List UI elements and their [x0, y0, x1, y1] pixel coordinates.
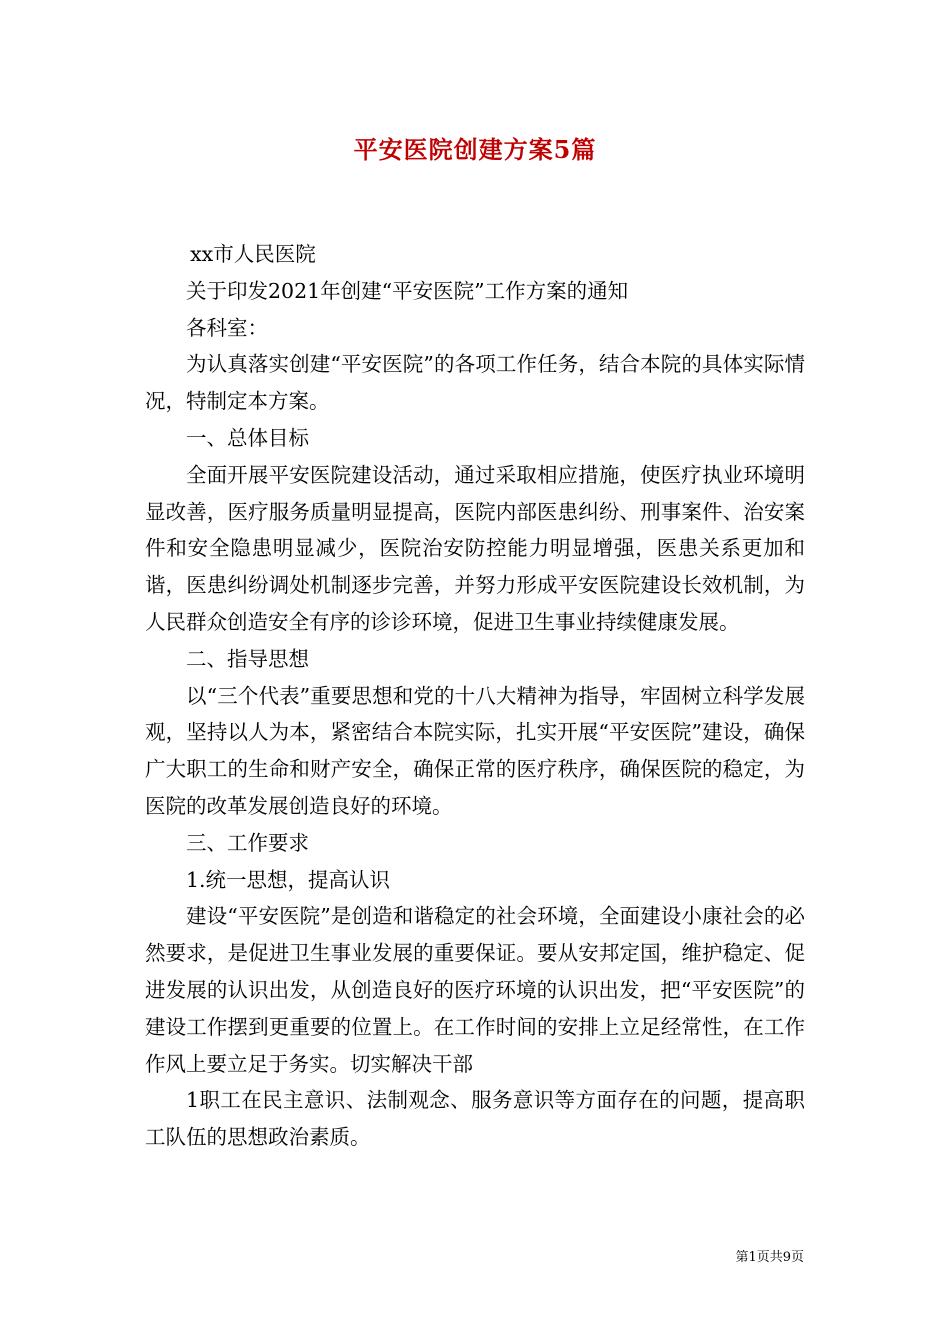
- heading-work-requirements: 三、工作要求: [186, 830, 309, 855]
- paragraph-overall-goal: 全面开展平安医院建设活动，通过采取相应措施，使医疗执业环境明显改善，医疗服务质量明显提高，医院内部医患纠纷、刑事案件、治安案件和安全隐患明显减少，医院治安防控能力明显增强，医患关系更加和谐，医患纠纷调处机制逐步完善，并努力形成平安医院建设长效机制，为人民群众创造安全有序的诊诊环境，促进卫生事业持续健康发展。: [145, 462, 805, 634]
- paragraph-salutation: 各科室：: [186, 315, 268, 340]
- page-title: 平安医院创建方案5篇: [353, 135, 597, 164]
- heading-unify-thinking: 1.统一思想，提高认识: [186, 867, 391, 892]
- heading-guiding-ideology: 二、指导思想: [186, 646, 309, 671]
- document-body: [145, 236, 805, 1156]
- paragraph-unify-thinking: 建设“平安医院”是创造和谐稳定的社会环境，全面建设小康社会的必然要求，是促进卫生事业发展的重要保证。要从安邦定国，维护稳定、促进发展的认识出发，从创造良好的医疗环境的认识出发，把“平安医院”的建设工作摆到更重要的位置上。在工作时间的安排上立足经常性，在工作作风上要立足于务实。切实解决干部: [145, 904, 805, 1076]
- heading-overall-goal: 一、总体目标: [186, 425, 309, 450]
- paragraph-org-name: xx市人民医院: [190, 242, 316, 266]
- page-number: 第1页共9页: [735, 1250, 804, 1265]
- paragraph-intro: 为认真落实创建“平安医院”的各项工作任务，结合本院的具体实际情况，特制定本方案。: [145, 352, 805, 414]
- paragraph-notice-title: 关于印发2021年创建“平安医院”工作方案的通知: [186, 278, 629, 303]
- paragraph-guiding-ideology: 以“三个代表”重要思想和党的十八大精神为指导，牢固树立科学发展观，坚持以人为本，紧密结合本院实际，扎实开展“平安医院”建设，确保广大职工的生命和财产安全，确保正常的医疗秩序，确保医院的稳定，为医院的改革发展创造良好的环境。: [145, 683, 805, 818]
- paragraph-staff-issues: 1职工在民主意识、法制观念、服务意识等方面存在的问题，提高职工队伍的思想政治素质。: [145, 1088, 805, 1150]
